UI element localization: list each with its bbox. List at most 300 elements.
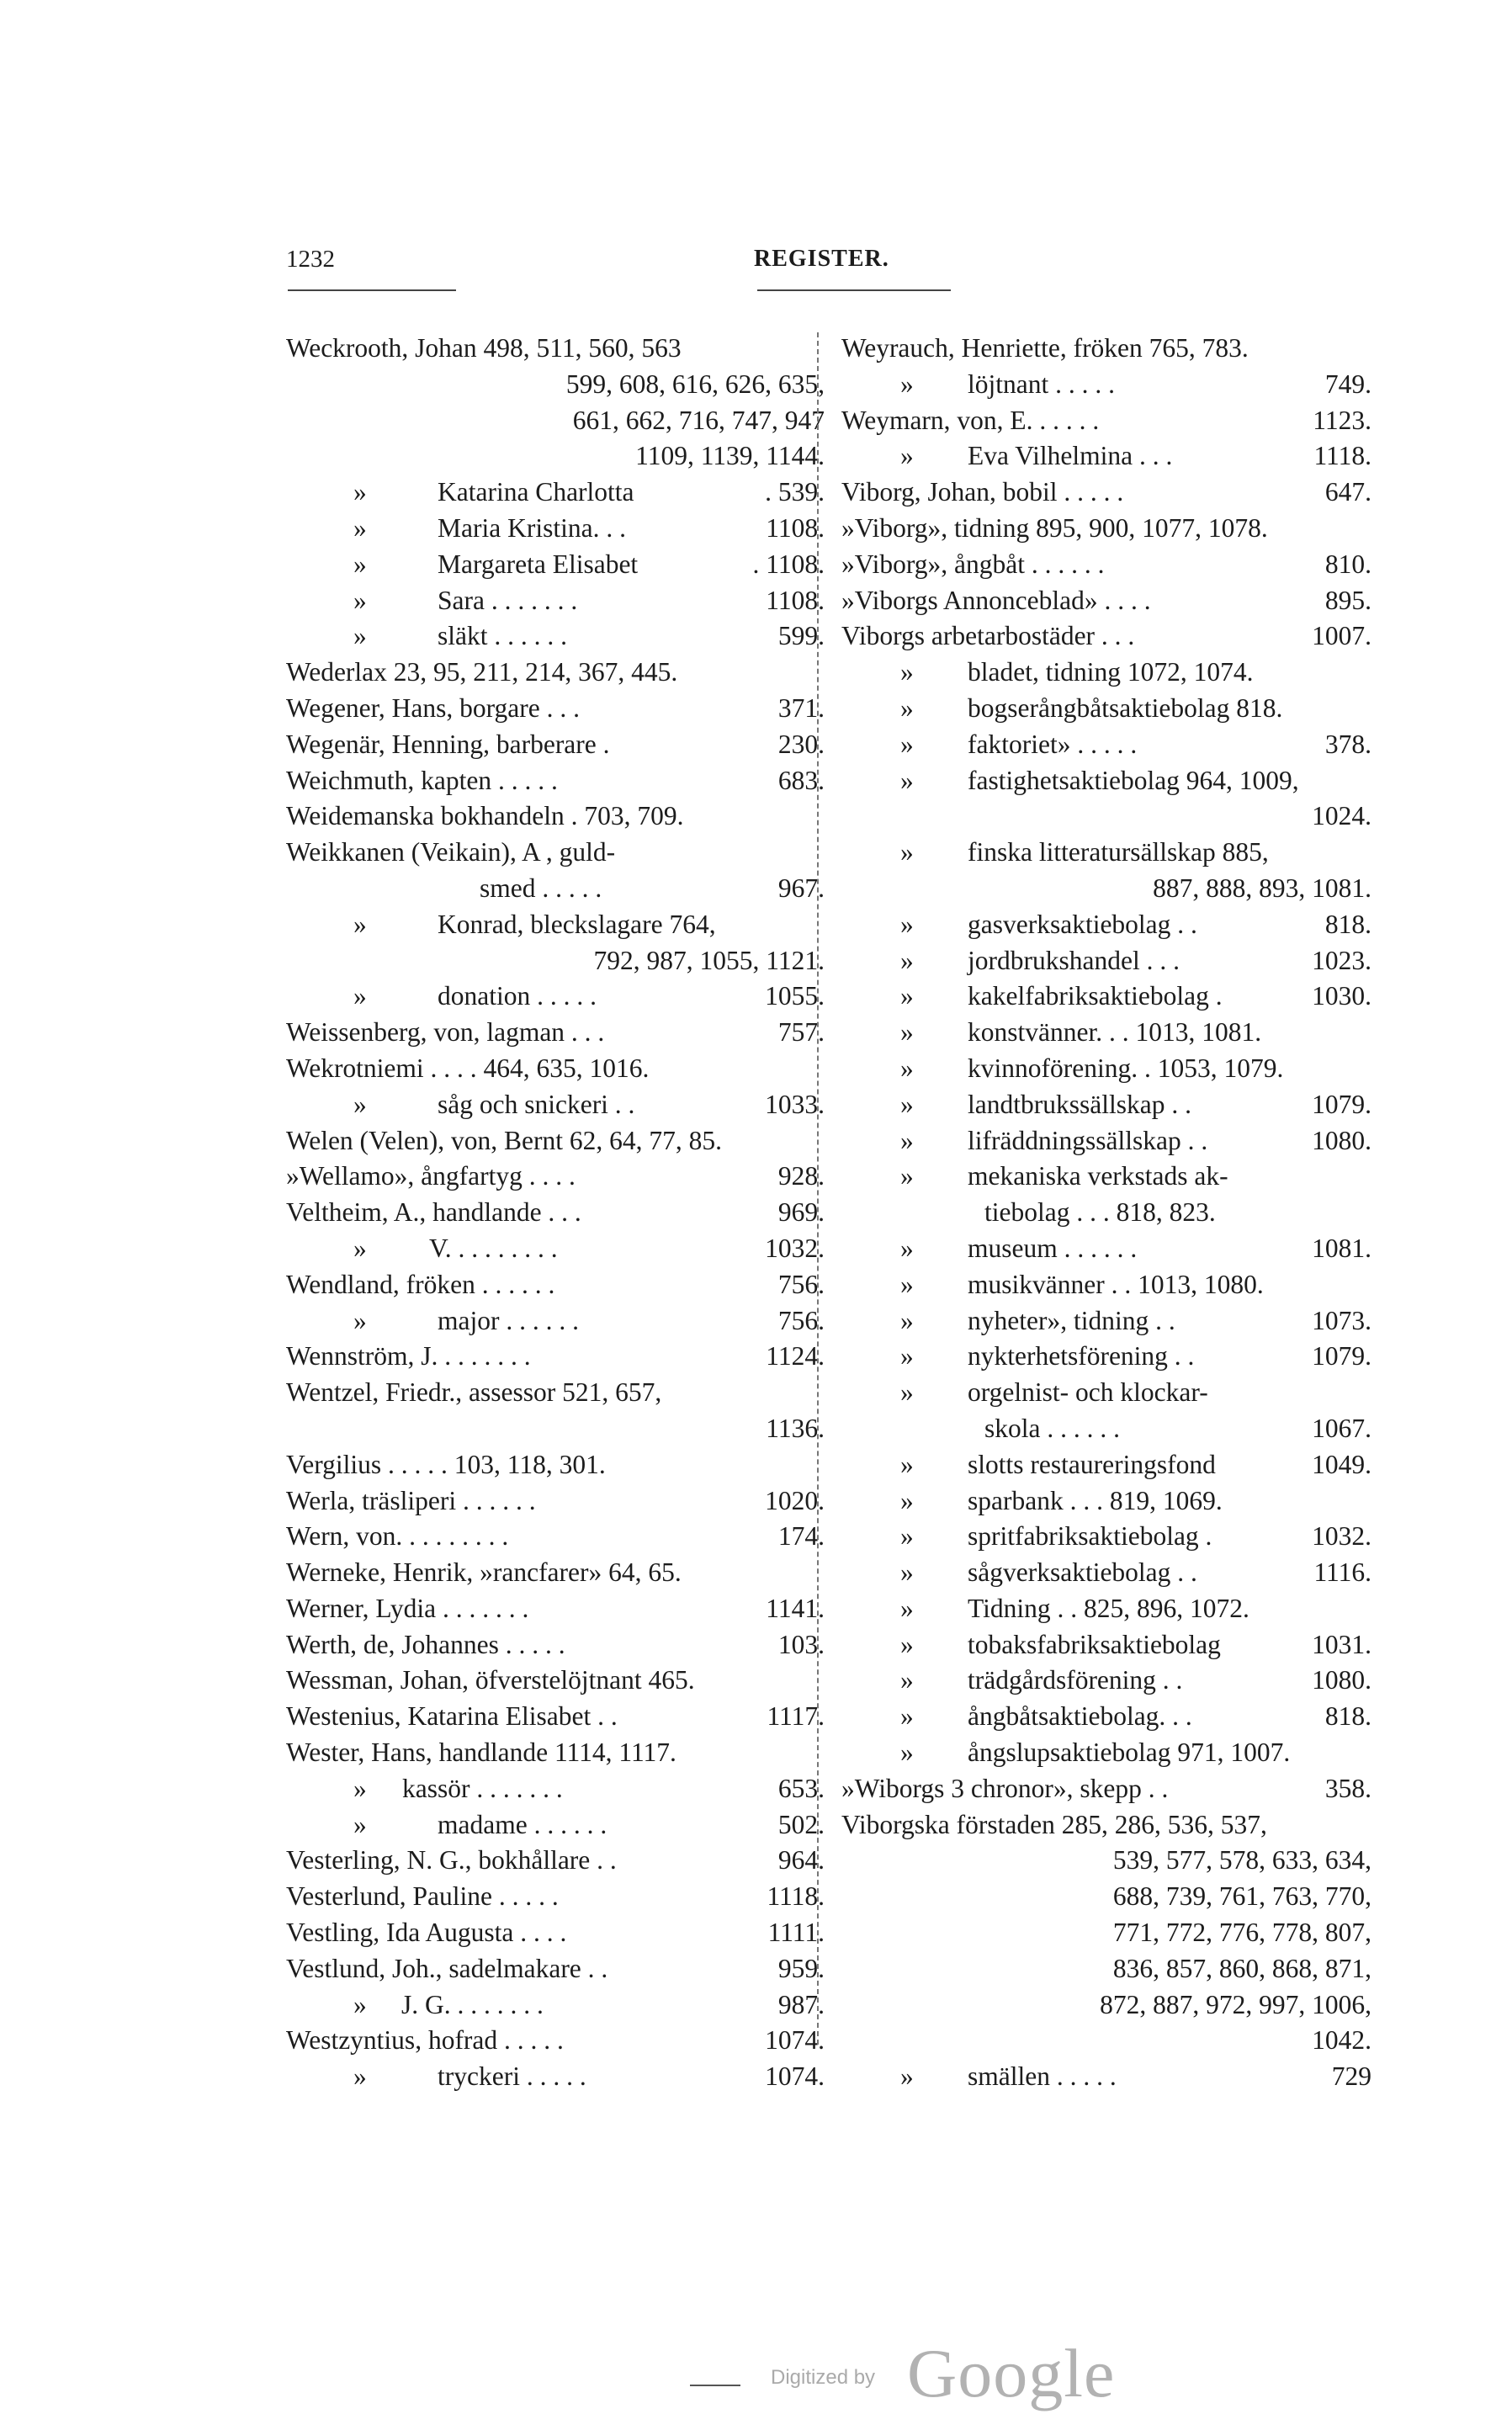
ditto-mark: » <box>900 837 914 867</box>
index-entry <box>841 331 1371 367</box>
entry-text: konstvänner. . . 1013, 1081. <box>968 1017 1262 1048</box>
entry-page-ref: 757. <box>777 1017 825 1048</box>
ditto-mark: » <box>353 549 367 579</box>
entry-page-ref: 1030. <box>1312 981 1371 1011</box>
ditto-mark: » <box>900 1449 914 1479</box>
entry-text: bladet, tidning 1072, 1074. <box>968 657 1254 687</box>
entry-text: Veltheim, A., handlande . . . <box>286 1197 581 1228</box>
entry-text: 688, 739, 761, 763, 770, <box>1112 1881 1371 1912</box>
entry-page-ref: 1081. <box>1312 1233 1371 1263</box>
entry-page-ref: 749. <box>1324 369 1371 399</box>
entry-text: 1024. <box>1312 801 1371 831</box>
entry-text: Konrad, bleckslagare 764, <box>438 909 716 939</box>
footer-dash <box>690 2385 740 2386</box>
index-entry <box>841 1519 1371 1555</box>
entry-text: skola . . . . . . <box>984 1413 1120 1443</box>
entry-page-ref: 1032. <box>765 1233 825 1263</box>
index-entry <box>841 1627 1371 1663</box>
entry-text: nyheter», tidning . . <box>968 1305 1175 1335</box>
entry-text: Weyrauch, Henriette, fröken 765, 783. <box>841 333 1249 363</box>
index-entry <box>286 1915 825 1951</box>
index-entry <box>286 547 825 583</box>
entry-text: Viborgska förstaden 285, 286, 536, 537, <box>841 1809 1267 1839</box>
index-entry <box>841 1267 1371 1303</box>
index-entry <box>286 1591 825 1627</box>
entry-page-ref: 371. <box>777 692 825 723</box>
index-entry <box>286 1951 825 1987</box>
index-entry <box>286 1663 825 1699</box>
entry-page-ref: 1117. <box>767 1701 825 1732</box>
index-entry <box>841 511 1371 547</box>
ditto-mark: » <box>900 1089 914 1119</box>
index-entry <box>286 1123 825 1159</box>
ditto-mark: » <box>900 1305 914 1335</box>
index-entry <box>841 1087 1371 1123</box>
entry-text: Katarina Charlotta <box>438 477 634 507</box>
index-entry <box>841 1843 1371 1879</box>
entry-text: »Viborg», ångbåt . . . . . . <box>841 549 1105 579</box>
ditto-mark: » <box>900 1485 914 1515</box>
index-entry <box>286 1699 825 1735</box>
entry-page-ref: 969. <box>777 1197 825 1228</box>
entry-text: Sara . . . . . . . <box>438 585 578 615</box>
index-entry <box>286 1555 825 1591</box>
index-entry <box>286 583 825 619</box>
entry-text: »Viborgs Annonceblad» . . . . <box>841 585 1151 615</box>
entry-text: Weikkanen (Veikain), A , guld- <box>286 837 616 867</box>
entry-page-ref: 818. <box>1324 909 1371 939</box>
index-entry <box>286 2023 825 2059</box>
index-entry <box>841 835 1371 871</box>
index-entry <box>286 1519 825 1555</box>
entry-page-ref: 653. <box>777 1773 825 1803</box>
entry-text: lifräddningssällskap . . <box>968 1125 1208 1155</box>
ditto-mark: » <box>353 512 367 543</box>
entry-text: sparbank . . . 819, 1069. <box>968 1485 1223 1515</box>
entry-text: fastighetsaktiebolag 964, 1009, <box>968 765 1299 795</box>
entry-page-ref: 895. <box>1324 585 1371 615</box>
index-entry <box>841 1051 1371 1087</box>
entry-page-ref: 756. <box>777 1305 825 1335</box>
entry-text: släkt . . . . . . <box>438 621 567 651</box>
index-entry <box>286 907 825 943</box>
entry-text: Vesterlund, Pauline . . . . . <box>286 1881 559 1912</box>
index-entry <box>841 367 1371 403</box>
entry-text: slotts restaureringsfond <box>968 1449 1216 1479</box>
entry-page-ref: 1067. <box>1312 1413 1371 1443</box>
entry-text: faktoriet» . . . . . <box>968 729 1138 759</box>
entry-text: Wester, Hans, handlande 1114, 1117. <box>286 1738 676 1768</box>
header-rule-right <box>757 289 951 291</box>
index-entry <box>841 1483 1371 1520</box>
index-entry <box>841 1663 1371 1699</box>
index-column-left <box>286 331 825 2095</box>
entry-text: jordbrukshandel . . . <box>968 945 1180 975</box>
index-entry <box>841 547 1371 583</box>
entry-text: kakelfabriksaktiebolag . <box>968 981 1223 1011</box>
entry-text: Werner, Lydia . . . . . . . <box>286 1593 529 1623</box>
index-entry <box>841 2023 1371 2059</box>
index-entry <box>841 727 1371 763</box>
ditto-mark: » <box>353 585 367 615</box>
index-entry <box>841 618 1371 655</box>
entry-text: Wegener, Hans, borgare . . . <box>286 692 580 723</box>
digitization-footer <box>690 2334 1116 2411</box>
index-entry <box>286 763 825 799</box>
entry-page-ref: 647. <box>1324 477 1371 507</box>
index-entry <box>286 1627 825 1663</box>
index-entry <box>286 475 825 511</box>
ditto-mark: » <box>353 1089 367 1119</box>
entry-text: Westenius, Katarina Elisabet . . <box>286 1701 618 1732</box>
entry-text: ångslupsaktiebolag 971, 1007. <box>968 1738 1291 1768</box>
index-entry <box>841 1123 1371 1159</box>
ditto-mark: » <box>353 1989 367 2019</box>
entry-text: Weidemanska bokhandeln . 703, 709. <box>286 801 684 831</box>
ditto-mark: » <box>900 369 914 399</box>
entry-page-ref: 928. <box>777 1161 825 1191</box>
entry-page-ref: 1007. <box>1312 621 1371 651</box>
ditto-mark: » <box>900 1269 914 1299</box>
entry-text: Weissenberg, von, lagman . . . <box>286 1017 605 1048</box>
index-entry <box>841 1699 1371 1735</box>
ditto-mark: » <box>900 729 914 759</box>
entry-text: 1109, 1139, 1144. <box>635 441 825 471</box>
entry-text: Weymarn, von, E. . . . . . <box>841 405 1100 435</box>
entry-page-ref: 1031. <box>1312 1629 1371 1659</box>
entry-text: bogserångbåtsaktiebolag 818. <box>968 692 1283 723</box>
entry-text: Vestling, Ida Augusta . . . . <box>286 1918 567 1948</box>
entry-text: Wendland, fröken . . . . . . <box>286 1269 555 1299</box>
ditto-mark: » <box>353 1773 367 1803</box>
index-entry <box>841 1591 1371 1627</box>
entry-text: kassör . . . . . . . <box>402 1773 563 1803</box>
entry-page-ref: 967. <box>777 873 825 903</box>
ditto-mark: » <box>900 1125 914 1155</box>
index-entry <box>841 1555 1371 1591</box>
index-entry <box>841 1951 1371 1987</box>
index-entry <box>841 1771 1371 1807</box>
entry-text: finska litteratursällskap 885, <box>968 837 1269 867</box>
entry-text: Viborg, Johan, bobil . . . . . <box>841 477 1124 507</box>
ditto-mark: » <box>900 1593 914 1623</box>
entry-page-ref: 358. <box>1324 1773 1371 1803</box>
index-entry <box>841 1231 1371 1267</box>
entry-text: ångbåtsaktiebolag. . . <box>968 1701 1192 1732</box>
index-entry <box>286 2059 825 2095</box>
entry-page-ref: 1055. <box>765 981 825 1011</box>
entry-text: tiebolag . . . 818, 823. <box>984 1197 1216 1228</box>
index-entry <box>841 1915 1371 1951</box>
entry-page-ref: 1074. <box>765 2025 825 2056</box>
index-entry <box>286 331 825 367</box>
index-entry <box>286 403 825 439</box>
digitized-by-label: Digitized by <box>771 2366 876 2389</box>
index-entry <box>286 1195 825 1231</box>
entry-text: donation . . . . . <box>438 981 597 1011</box>
entry-text: »Wellamo», ångfartyg . . . . <box>286 1161 576 1191</box>
ditto-mark: » <box>900 1557 914 1588</box>
entry-text: mekaniska verkstads ak- <box>968 1161 1228 1191</box>
ditto-mark: » <box>900 1341 914 1371</box>
index-entry <box>286 1879 825 1915</box>
ditto-mark: » <box>900 981 914 1011</box>
index-entry <box>286 1771 825 1807</box>
index-entry <box>841 475 1371 511</box>
ditto-mark: » <box>353 1809 367 1839</box>
index-entry <box>841 979 1371 1015</box>
ditto-mark: » <box>900 657 914 687</box>
index-entry <box>286 1159 825 1195</box>
entry-page-ref: 987. <box>777 1989 825 2019</box>
index-entry <box>286 1807 825 1844</box>
entry-text: kvinnoförening. . 1053, 1079. <box>968 1053 1284 1083</box>
entry-page-ref: 1123. <box>1313 405 1371 435</box>
entry-text: »Wiborgs 3 chronor», skepp . . <box>841 1773 1169 1803</box>
index-entry <box>841 763 1371 799</box>
entry-text: tobaksfabriksaktiebolag <box>968 1629 1221 1659</box>
entry-text: löjtnant . . . . . <box>968 369 1115 399</box>
index-entry <box>286 1267 825 1303</box>
index-entry <box>841 1735 1371 1771</box>
ditto-mark: » <box>353 2061 367 2092</box>
index-entry <box>286 1735 825 1771</box>
index-entry <box>841 691 1371 727</box>
ditto-mark: » <box>900 765 914 795</box>
index-entry <box>841 1447 1371 1483</box>
entry-text: Wennström, J. . . . . . . . <box>286 1341 531 1371</box>
index-entry <box>841 655 1371 691</box>
index-entry <box>286 1231 825 1267</box>
entry-page-ref: 174. <box>777 1521 825 1552</box>
index-entry <box>841 1411 1371 1447</box>
google-logo: Google <box>907 2335 1116 2411</box>
index-entry <box>841 583 1371 619</box>
ditto-mark: » <box>900 1053 914 1083</box>
entry-text: 599, 608, 616, 626, 635, <box>565 369 825 399</box>
index-entry <box>286 1339 825 1375</box>
entry-text: Vestlund, Joh., sadelmakare . . <box>286 1953 608 1983</box>
entry-text: Wentzel, Friedr., assessor 521, 657, <box>286 1377 662 1408</box>
index-entry <box>286 618 825 655</box>
entry-page-ref: 1118. <box>767 1881 825 1912</box>
entry-page-ref: 683. <box>777 765 825 795</box>
entry-page-ref: 230. <box>777 729 825 759</box>
entry-page-ref: 1116. <box>1313 1557 1371 1588</box>
index-entry <box>286 655 825 691</box>
entry-page-ref: 502. <box>777 1809 825 1839</box>
entry-text: Welen (Velen), von, Bernt 62, 64, 77, 85. <box>286 1125 722 1155</box>
index-entry <box>286 1087 825 1123</box>
entry-page-ref: 1020. <box>765 1485 825 1515</box>
index-entry <box>286 1303 825 1340</box>
entry-text: tryckeri . . . . . <box>438 2061 586 2092</box>
entry-text: smällen . . . . . <box>968 2061 1117 2092</box>
entry-page-ref: 1111. <box>767 1918 825 1948</box>
entry-text: såg och snickeri . . <box>438 1089 635 1119</box>
entry-text: Wegenär, Henning, barberare . <box>286 729 610 759</box>
entry-text: Westzyntius, hofrad . . . . . <box>286 2025 564 2056</box>
index-entry <box>286 511 825 547</box>
entry-page-ref: 1023. <box>1312 945 1371 975</box>
entry-page-ref: 810. <box>1324 549 1371 579</box>
index-entry <box>286 798 825 835</box>
entry-page-ref: 1080. <box>1312 1665 1371 1695</box>
entry-page-ref: 1118. <box>1313 441 1371 471</box>
index-entry <box>286 1483 825 1520</box>
index-entry <box>841 1303 1371 1340</box>
index-entry <box>286 1411 825 1447</box>
page-number: 1232 <box>286 246 335 273</box>
entry-page-ref: 1108. <box>766 585 825 615</box>
entry-page-ref: 1108. <box>766 512 825 543</box>
ditto-mark: » <box>900 1233 914 1263</box>
entry-text: Wederlax 23, 95, 211, 214, 367, 445. <box>286 657 678 687</box>
header-rule-left <box>288 289 456 291</box>
entry-text: Werla, träsliperi . . . . . . <box>286 1485 536 1515</box>
ditto-mark: » <box>900 945 914 975</box>
index-entry <box>286 1447 825 1483</box>
entry-text: 887, 888, 893, 1081. <box>1153 873 1371 903</box>
entry-page-ref: 1074. <box>765 2061 825 2092</box>
entry-text: 836, 857, 860, 868, 871, <box>1112 1953 1371 1983</box>
ditto-mark: » <box>900 441 914 471</box>
index-column-right <box>841 331 1371 2095</box>
entry-page-ref: . 1108. <box>752 549 825 579</box>
ditto-mark: » <box>353 981 367 1011</box>
column-divider <box>817 332 819 2045</box>
entry-text: landtbrukssällskap . . <box>968 1089 1191 1119</box>
entry-page-ref: 1033. <box>765 1089 825 1119</box>
index-entry <box>841 1807 1371 1844</box>
ditto-mark: » <box>900 1161 914 1191</box>
entry-page-ref: 1049. <box>1312 1449 1371 1479</box>
ditto-mark: » <box>353 621 367 651</box>
index-entry <box>286 691 825 727</box>
index-entry <box>841 403 1371 439</box>
entry-text: Vergilius . . . . . 103, 118, 301. <box>286 1449 606 1479</box>
index-entry <box>841 907 1371 943</box>
entry-text: museum . . . . . . <box>968 1233 1138 1263</box>
entry-text: trädgårdsförening . . <box>968 1665 1183 1695</box>
entry-text: 872, 887, 972, 997, 1006, <box>1100 1989 1371 2019</box>
entry-text: Margareta Elisabet <box>438 549 639 579</box>
entry-text: sågverksaktiebolag . . <box>968 1557 1197 1588</box>
entry-text: major . . . . . . <box>438 1305 579 1335</box>
index-entry <box>286 1987 825 2024</box>
entry-text: Weichmuth, kapten . . . . . <box>286 765 558 795</box>
index-entry <box>286 871 825 907</box>
index-entry <box>841 1339 1371 1375</box>
ditto-mark: » <box>900 909 914 939</box>
index-entry <box>841 1015 1371 1051</box>
entry-text: Werth, de, Johannes . . . . . <box>286 1629 565 1659</box>
entry-text: Maria Kristina. . . <box>438 512 626 543</box>
entry-text: Tidning . . 825, 896, 1072. <box>968 1593 1249 1623</box>
entry-text: Wessman, Johan, öfverstelöjtnant 465. <box>286 1665 695 1695</box>
entry-text: musikvänner . . 1013, 1080. <box>968 1269 1264 1299</box>
entry-page-ref: 756. <box>777 1269 825 1299</box>
entry-text: madame . . . . . . <box>438 1809 607 1839</box>
entry-text: nykterhetsförening . . <box>968 1341 1195 1371</box>
entry-text: 539, 577, 578, 633, 634, <box>1112 1845 1371 1875</box>
ditto-mark: » <box>900 1017 914 1048</box>
index-entry <box>841 871 1371 907</box>
ditto-mark: » <box>900 1629 914 1659</box>
index-entry <box>841 943 1371 979</box>
index-entry <box>286 1015 825 1051</box>
index-entry <box>286 835 825 871</box>
entry-text: 771, 772, 776, 778, 807, <box>1112 1918 1371 1948</box>
entry-page-ref: 959. <box>777 1953 825 1983</box>
entry-text: spritfabriksaktiebolag . <box>968 1521 1212 1552</box>
entry-text: gasverksaktiebolag . . <box>968 909 1197 939</box>
entry-text: Viborgs arbetarbostäder . . . <box>841 621 1135 651</box>
page-header <box>286 246 1365 279</box>
index-entry <box>286 438 825 475</box>
ditto-mark: » <box>353 1305 367 1335</box>
entry-page-ref: 729 <box>1331 2061 1371 2092</box>
entry-text: 661, 662, 716, 747, 947 <box>572 405 825 435</box>
index-entry <box>841 438 1371 475</box>
index-entry <box>286 943 825 979</box>
entry-text: Weckrooth, Johan 498, 511, 560, 563 <box>286 333 682 363</box>
index-entry <box>286 1051 825 1087</box>
entry-page-ref: . 539. <box>765 477 825 507</box>
entry-text: smed . . . . . <box>480 873 602 903</box>
entry-page-ref: 599. <box>777 621 825 651</box>
index-entry <box>286 727 825 763</box>
index-entry <box>286 1843 825 1879</box>
entry-text: V. . . . . . . . . <box>429 1233 558 1263</box>
running-title: REGISTER. <box>754 246 889 272</box>
index-entry <box>841 1375 1371 1411</box>
entry-page-ref: 1073. <box>1312 1305 1371 1335</box>
entry-text: orgelnist- och klockar- <box>968 1377 1208 1408</box>
entry-text: »Viborg», tidning 895, 900, 1077, 1078. <box>841 512 1268 543</box>
index-entry <box>286 367 825 403</box>
entry-page-ref: 1079. <box>1312 1341 1371 1371</box>
ditto-mark: » <box>900 1738 914 1768</box>
entry-page-ref: 1124. <box>766 1341 825 1371</box>
index-entry <box>841 2059 1371 2095</box>
entry-text: Vesterling, N. G., bokhållare . . <box>286 1845 617 1875</box>
entry-page-ref: 1079. <box>1312 1089 1371 1119</box>
entry-text: 1042. <box>1312 2025 1371 2056</box>
entry-text: J. G. . . . . . . . <box>401 1989 544 2019</box>
ditto-mark: » <box>900 1521 914 1552</box>
index-entry <box>286 979 825 1015</box>
entry-text: 792, 987, 1055, 1121. <box>593 945 825 975</box>
entry-page-ref: 818. <box>1324 1701 1371 1732</box>
entry-text: Wern, von. . . . . . . . . <box>286 1521 509 1552</box>
ditto-mark: » <box>900 1665 914 1695</box>
ditto-mark: » <box>900 1701 914 1732</box>
entry-page-ref: 103. <box>777 1629 825 1659</box>
index-entry <box>841 1159 1371 1195</box>
ditto-mark: » <box>353 477 367 507</box>
index-entry <box>841 798 1371 835</box>
index-entry <box>841 1879 1371 1915</box>
ditto-mark: » <box>900 1377 914 1408</box>
entry-page-ref: 1141. <box>766 1593 825 1623</box>
entry-page-ref: 1080. <box>1312 1125 1371 1155</box>
ditto-mark: » <box>900 2061 914 2092</box>
entry-text: 1136. <box>766 1413 825 1443</box>
entry-text: Wekrotniemi . . . . 464, 635, 1016. <box>286 1053 650 1083</box>
entry-page-ref: 1032. <box>1312 1521 1371 1552</box>
entry-page-ref: 378. <box>1324 729 1371 759</box>
